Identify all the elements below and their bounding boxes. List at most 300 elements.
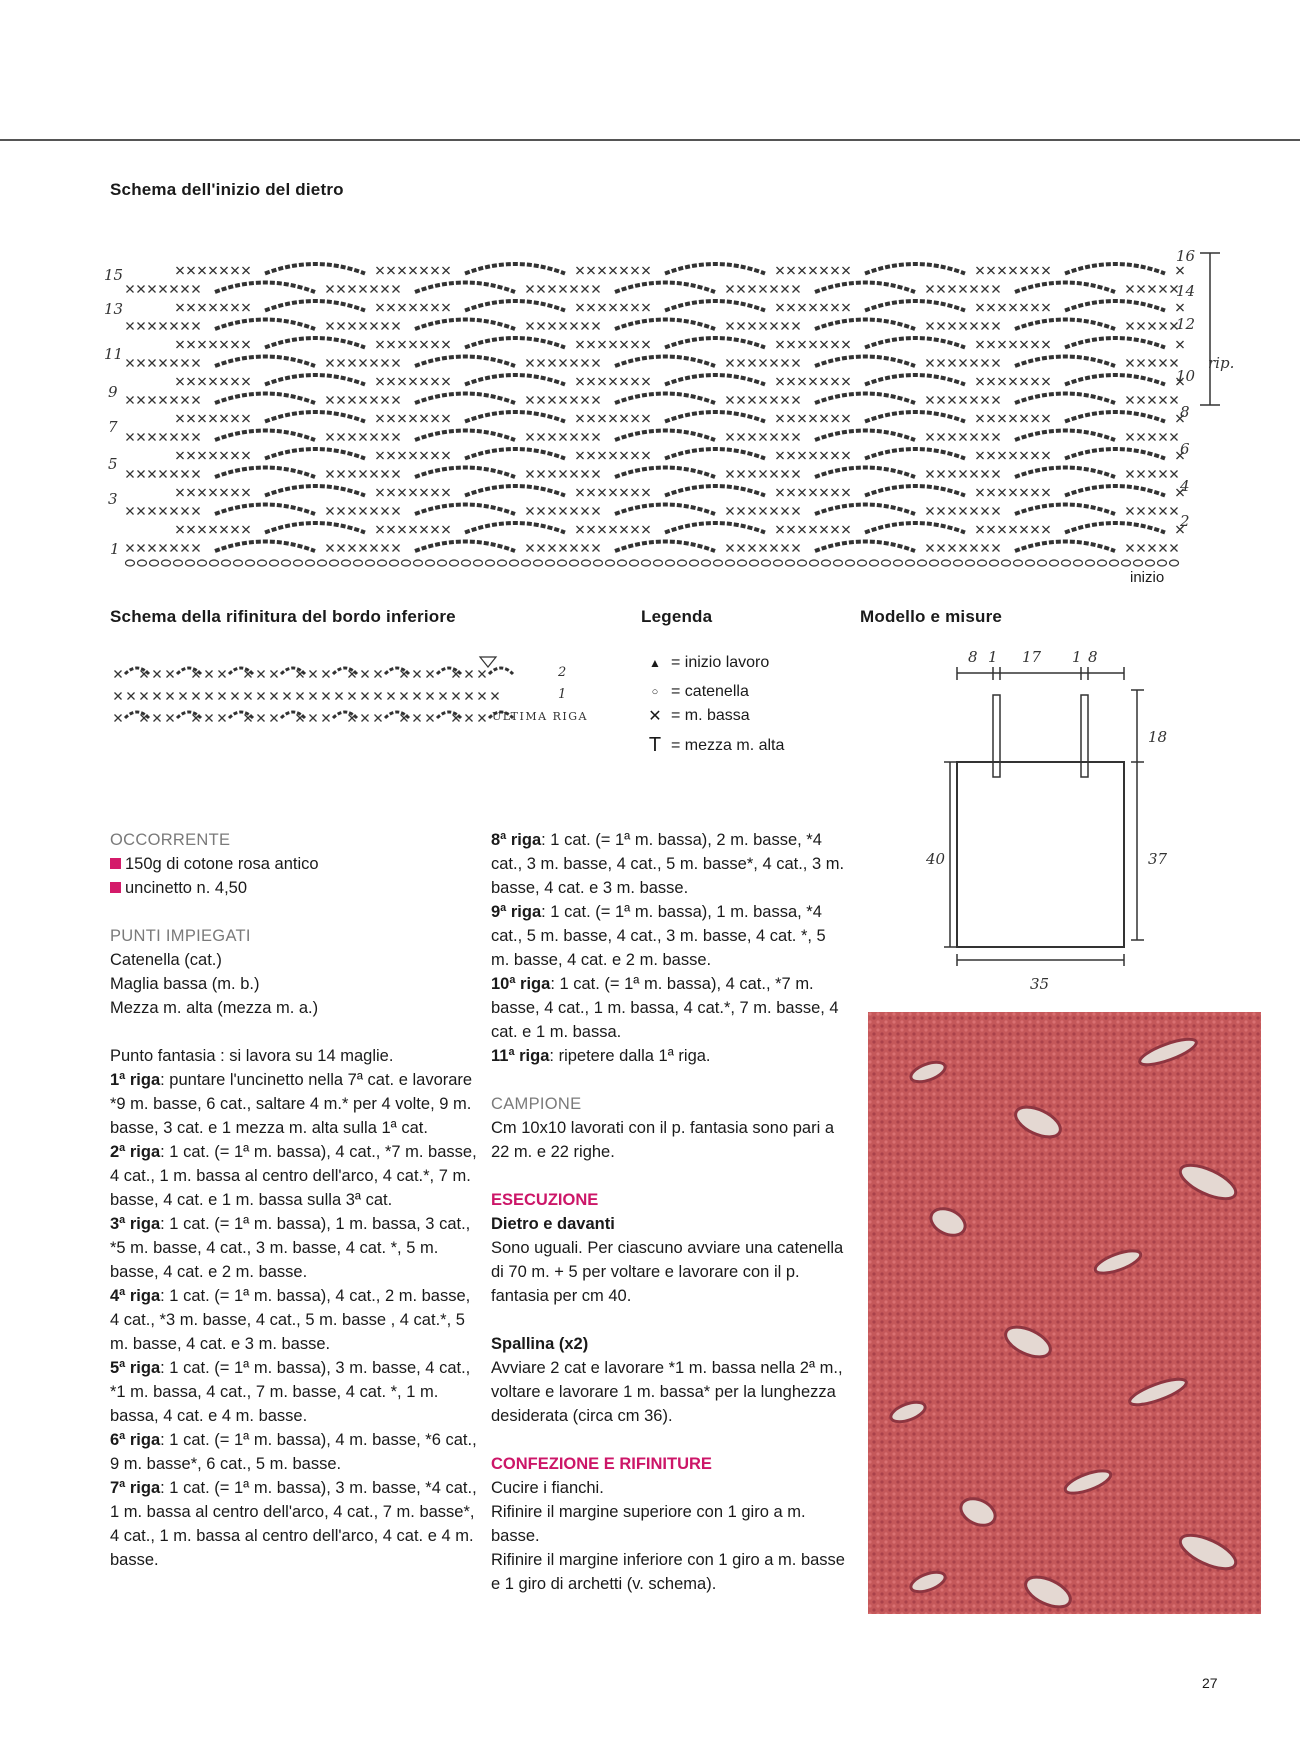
single-crochet-mark <box>232 304 239 311</box>
single-crochet-mark <box>1127 508 1134 515</box>
single-crochet-mark <box>1032 452 1039 459</box>
edge-stitch <box>271 693 278 700</box>
single-crochet-mark <box>593 286 600 293</box>
single-crochet-mark <box>760 286 767 293</box>
single-crochet-mark <box>632 452 639 459</box>
single-crochet-mark <box>188 304 195 311</box>
single-crochet-mark <box>1149 286 1156 293</box>
chain-stitch <box>438 560 447 566</box>
stitch-item: Catenella (cat.) <box>110 951 222 969</box>
single-crochet-mark <box>549 323 556 330</box>
chain-stitch <box>870 560 879 566</box>
chain-stitch <box>390 560 399 566</box>
chain-stitch <box>906 560 915 566</box>
row-instruction <box>110 1212 480 1284</box>
chain-arc <box>465 264 565 274</box>
single-crochet-mark <box>199 378 206 385</box>
chain-stitch <box>1098 560 1107 566</box>
single-crochet-mark <box>799 489 806 496</box>
start-label: inizio <box>1130 569 1165 586</box>
single-crochet-mark <box>777 526 784 533</box>
single-crochet-mark <box>210 452 217 459</box>
single-crochet-mark <box>410 341 417 348</box>
chain-arc <box>215 542 315 552</box>
single-crochet-mark <box>210 415 217 422</box>
edge-stitch <box>466 715 473 722</box>
single-crochet-mark <box>821 341 828 348</box>
single-crochet-mark <box>432 304 439 311</box>
single-crochet-mark <box>793 286 800 293</box>
single-crochet-mark <box>793 360 800 367</box>
chain-arc <box>465 449 565 459</box>
chain-arc <box>1065 523 1165 533</box>
single-crochet-mark <box>1032 341 1039 348</box>
chain-stitch <box>594 560 603 566</box>
edge-stitch <box>336 693 343 700</box>
single-crochet-mark <box>982 508 989 515</box>
single-crochet-mark <box>177 526 184 533</box>
single-crochet-mark <box>999 378 1006 385</box>
single-crochet-mark <box>338 397 345 404</box>
edge-stitch <box>219 693 226 700</box>
single-crochet-mark <box>127 508 134 515</box>
single-crochet-mark <box>599 489 606 496</box>
single-crochet-mark <box>349 434 356 441</box>
single-crochet-mark <box>793 323 800 330</box>
single-crochet-mark <box>432 415 439 422</box>
single-crochet-mark <box>771 286 778 293</box>
chain-stitch <box>450 560 459 566</box>
single-crochet-mark <box>927 508 934 515</box>
single-crochet-mark <box>782 360 789 367</box>
single-crochet-mark <box>127 397 134 404</box>
chain-stitch <box>882 560 891 566</box>
single-crochet-mark <box>760 545 767 552</box>
bullet-icon <box>110 882 121 893</box>
single-crochet-mark <box>993 323 1000 330</box>
single-crochet-mark <box>160 508 167 515</box>
row-label: 11 <box>104 345 124 363</box>
chain-arc <box>215 431 315 441</box>
chain-stitch <box>378 560 387 566</box>
single-crochet-mark <box>1043 526 1050 533</box>
single-crochet-mark <box>160 360 167 367</box>
edge-stitch <box>453 693 460 700</box>
chain-arc <box>415 505 515 515</box>
start-marker <box>480 657 496 667</box>
single-crochet-mark <box>410 489 417 496</box>
single-crochet-mark <box>193 545 200 552</box>
single-crochet-mark <box>160 434 167 441</box>
stitch-item: Maglia bassa (m. b.) <box>110 975 260 993</box>
single-crochet-mark <box>971 397 978 404</box>
single-crochet-mark <box>588 452 595 459</box>
single-crochet-mark <box>538 397 545 404</box>
single-crochet-mark <box>1149 323 1156 330</box>
single-crochet-mark <box>1177 267 1184 274</box>
single-crochet-mark <box>927 545 934 552</box>
single-crochet-mark <box>199 304 206 311</box>
chain-arc <box>615 320 715 330</box>
single-crochet-mark <box>782 286 789 293</box>
chain-stitch <box>174 560 183 566</box>
chain-arc <box>615 394 715 404</box>
single-crochet-mark <box>577 452 584 459</box>
chain-stitch <box>366 560 375 566</box>
single-crochet-mark <box>938 508 945 515</box>
chain-arc <box>415 542 515 552</box>
campione-heading: CAMPIONE <box>491 1095 582 1113</box>
single-crochet-mark <box>1021 341 1028 348</box>
edge-stitch <box>466 671 473 678</box>
row-label: 7ª riga <box>110 1479 161 1497</box>
chain-arc <box>665 264 765 274</box>
single-crochet-mark <box>360 286 367 293</box>
single-crochet-mark <box>388 415 395 422</box>
chain-stitch <box>690 560 699 566</box>
edge-stitch <box>375 715 382 722</box>
row-label: 5 <box>108 455 118 473</box>
single-crochet-mark <box>138 286 145 293</box>
single-crochet-mark <box>982 286 989 293</box>
edge-stitch <box>362 715 369 722</box>
row-label: 9 <box>108 383 118 401</box>
single-crochet-mark <box>1149 471 1156 478</box>
single-crochet-mark <box>210 489 217 496</box>
model-drawing <box>900 640 1160 1000</box>
chain-stitch <box>702 560 711 566</box>
single-crochet-mark <box>738 471 745 478</box>
chain-arc <box>1015 394 1115 404</box>
width-label: 35 <box>1030 975 1050 993</box>
single-crochet-mark <box>432 267 439 274</box>
occorrente-heading: OCCORRENTE <box>110 831 231 849</box>
single-crochet-mark <box>393 323 400 330</box>
single-crochet-mark <box>777 304 784 311</box>
single-crochet-mark <box>421 267 428 274</box>
row-label: 13 <box>104 300 124 318</box>
edge-stitch <box>115 715 122 722</box>
single-crochet-mark <box>393 508 400 515</box>
single-crochet-mark <box>982 360 989 367</box>
chain-stitch <box>954 560 963 566</box>
single-crochet-mark <box>360 323 367 330</box>
material-item <box>110 852 480 876</box>
single-crochet-mark <box>1149 545 1156 552</box>
single-crochet-mark <box>388 526 395 533</box>
single-crochet-mark <box>982 434 989 441</box>
single-crochet-mark <box>149 397 156 404</box>
chain-stitch <box>810 560 819 566</box>
single-crochet-mark <box>643 378 650 385</box>
single-crochet-mark <box>571 286 578 293</box>
single-crochet-mark <box>832 452 839 459</box>
single-crochet-mark <box>1021 304 1028 311</box>
single-crochet-mark <box>832 304 839 311</box>
single-crochet-mark <box>177 378 184 385</box>
half-double-icon: T <box>648 734 662 756</box>
single-crochet-mark <box>393 397 400 404</box>
single-crochet-mark <box>1043 304 1050 311</box>
single-crochet-mark <box>782 545 789 552</box>
chain-stitch <box>510 560 519 566</box>
single-crochet-mark <box>1177 304 1184 311</box>
dim-label: 17 <box>1022 648 1042 666</box>
top-rule <box>0 139 1300 141</box>
single-crochet-mark <box>538 286 545 293</box>
chain-stitch <box>798 560 807 566</box>
chain-arc <box>1065 264 1165 274</box>
single-crochet-mark <box>371 360 378 367</box>
single-crochet-mark <box>582 286 589 293</box>
single-crochet-mark <box>982 397 989 404</box>
single-crochet-mark <box>1160 471 1167 478</box>
single-crochet-mark <box>149 471 156 478</box>
single-crochet-mark <box>1032 489 1039 496</box>
chain-arc <box>265 264 365 274</box>
single-crochet-mark <box>371 286 378 293</box>
single-crochet-mark <box>777 341 784 348</box>
edge-stitch <box>375 671 382 678</box>
single-crochet-mark <box>377 304 384 311</box>
row-label: 11ª riga <box>491 1047 550 1065</box>
single-crochet-mark <box>171 286 178 293</box>
single-crochet-mark <box>360 471 367 478</box>
edge-stitch <box>310 671 317 678</box>
single-crochet-mark <box>832 489 839 496</box>
edge-stitch <box>323 671 330 678</box>
single-crochet-mark <box>977 304 984 311</box>
edge-stitch <box>284 693 291 700</box>
row-label: 14 <box>1176 282 1196 300</box>
single-crochet-mark <box>149 434 156 441</box>
single-crochet-mark <box>538 360 545 367</box>
single-crochet-mark <box>588 415 595 422</box>
single-crochet-mark <box>821 415 828 422</box>
single-crochet-mark <box>160 286 167 293</box>
single-crochet-mark <box>349 397 356 404</box>
single-crochet-mark <box>749 286 756 293</box>
edge-stitch <box>375 693 382 700</box>
edge-stitch <box>414 671 421 678</box>
edge-stitch <box>180 693 187 700</box>
chain-arc <box>465 301 565 311</box>
chain-arc <box>1065 412 1165 422</box>
edge-stitch <box>154 715 161 722</box>
chain-stitch <box>1002 560 1011 566</box>
single-crochet-mark <box>382 286 389 293</box>
single-crochet-mark <box>421 341 428 348</box>
single-crochet-mark <box>527 286 534 293</box>
single-crochet-mark <box>199 415 206 422</box>
single-crochet-mark <box>1160 286 1167 293</box>
chain-stitch <box>222 560 231 566</box>
chain-stitch <box>546 560 555 566</box>
single-crochet-mark <box>760 471 767 478</box>
single-crochet-mark <box>988 452 995 459</box>
single-crochet-mark <box>199 526 206 533</box>
chain-arc <box>615 505 715 515</box>
single-crochet-mark <box>421 489 428 496</box>
single-crochet-mark <box>621 526 628 533</box>
single-crochet-mark <box>999 267 1006 274</box>
single-crochet-mark <box>1138 508 1145 515</box>
row-instruction <box>110 1068 480 1140</box>
single-crochet-mark <box>1010 526 1017 533</box>
edge-stitch <box>323 693 330 700</box>
back-chart-title: Schema dell'inizio del dietro <box>110 180 344 199</box>
single-crochet-mark <box>632 489 639 496</box>
edge-stitch <box>466 693 473 700</box>
chain-arc <box>665 412 765 422</box>
single-crochet-mark <box>393 471 400 478</box>
single-crochet-mark <box>749 323 756 330</box>
single-crochet-mark <box>949 471 956 478</box>
single-crochet-mark <box>621 267 628 274</box>
chain-arc <box>665 449 765 459</box>
single-crochet-mark <box>327 397 334 404</box>
single-crochet-mark <box>571 360 578 367</box>
single-crochet-mark <box>538 323 545 330</box>
single-crochet-mark <box>177 452 184 459</box>
chain-arc <box>615 357 715 367</box>
single-crochet-mark <box>977 378 984 385</box>
single-crochet-mark <box>182 360 189 367</box>
single-crochet-mark <box>549 508 556 515</box>
single-crochet-mark <box>643 267 650 274</box>
row-label: 15 <box>104 266 124 284</box>
chain-arc <box>265 375 365 385</box>
single-crochet-mark <box>410 526 417 533</box>
model-diagram <box>900 640 1160 1000</box>
single-crochet-mark <box>138 323 145 330</box>
edge-stitch <box>427 671 434 678</box>
single-crochet-mark <box>610 267 617 274</box>
single-crochet-mark <box>643 341 650 348</box>
single-crochet-mark <box>960 434 967 441</box>
single-crochet-mark <box>999 304 1006 311</box>
chain-stitch <box>858 560 867 566</box>
chain-arc <box>215 283 315 293</box>
single-crochet-mark <box>582 471 589 478</box>
single-crochet-mark <box>782 471 789 478</box>
chain-arc <box>1015 357 1115 367</box>
single-crochet-mark <box>938 323 945 330</box>
single-crochet-mark <box>538 545 545 552</box>
chain-arc <box>865 412 965 422</box>
chain-stitch <box>318 560 327 566</box>
single-crochet-mark <box>582 397 589 404</box>
single-crochet-mark <box>988 489 995 496</box>
single-crochet-mark <box>232 267 239 274</box>
single-crochet-mark <box>188 526 195 533</box>
single-crochet-mark <box>243 267 250 274</box>
dim-label: 1 <box>1072 648 1082 666</box>
chain-stitch <box>186 560 195 566</box>
single-crochet-mark <box>527 434 534 441</box>
single-crochet-mark <box>327 434 334 441</box>
single-crochet-mark <box>432 526 439 533</box>
single-crochet-mark <box>777 489 784 496</box>
single-crochet-mark <box>199 489 206 496</box>
single-crochet-mark <box>210 304 217 311</box>
edge-stitch <box>310 693 317 700</box>
chain-stitch <box>474 560 483 566</box>
chain-stitch <box>138 560 147 566</box>
single-crochet-mark <box>738 397 745 404</box>
single-crochet-mark <box>599 526 606 533</box>
single-crochet-mark <box>399 304 406 311</box>
single-crochet-mark <box>1127 434 1134 441</box>
single-crochet-mark <box>1160 508 1167 515</box>
legend-label: = m. bassa <box>671 707 750 724</box>
single-crochet-mark <box>727 471 734 478</box>
single-crochet-mark <box>810 489 817 496</box>
single-crochet-mark <box>949 323 956 330</box>
chain-arc <box>1015 283 1115 293</box>
edge-stitch <box>414 693 421 700</box>
single-crochet-mark <box>843 452 850 459</box>
single-crochet-mark <box>588 304 595 311</box>
edge-stitch <box>154 693 161 700</box>
single-crochet-mark <box>738 508 745 515</box>
single-crochet-mark <box>593 360 600 367</box>
edge-stitch <box>258 693 265 700</box>
row-text: : 1 cat. (= 1ª m. bassa), 3 m. basse, 4 cat., *1 m. bassa, 4 cat., 7 m. basse, 4 cat. *, 1 m. bassa, 4 cat. e 4 m. basse. <box>110 1359 471 1425</box>
single-crochet-mark <box>599 341 606 348</box>
row-label: 2ª riga <box>110 1143 161 1161</box>
chain-arc <box>1015 431 1115 441</box>
chain-stitch <box>762 560 771 566</box>
edge-stitch <box>206 671 213 678</box>
single-crochet-mark <box>527 508 534 515</box>
edge-stitch <box>258 715 265 722</box>
single-crochet-mark <box>382 323 389 330</box>
chain-stitch <box>282 560 291 566</box>
single-crochet-mark <box>338 434 345 441</box>
single-crochet-mark <box>538 434 545 441</box>
chain-arc <box>465 412 565 422</box>
single-crochet-mark <box>199 452 206 459</box>
chain-stitch <box>654 560 663 566</box>
single-crochet-mark <box>538 471 545 478</box>
single-crochet-mark <box>593 323 600 330</box>
single-crochet-mark <box>593 545 600 552</box>
single-crochet-mark <box>193 286 200 293</box>
chain-stitch <box>270 560 279 566</box>
chain-arc <box>665 523 765 533</box>
single-crochet-mark <box>1043 341 1050 348</box>
single-crochet-mark <box>777 267 784 274</box>
edge-stitch <box>232 693 239 700</box>
single-crochet-mark <box>588 489 595 496</box>
single-crochet-mark <box>1149 434 1156 441</box>
single-crochet-mark <box>127 434 134 441</box>
chain-stitch <box>666 560 675 566</box>
single-crochet-mark <box>632 526 639 533</box>
single-crochet-mark <box>782 397 789 404</box>
single-crochet-mark <box>432 489 439 496</box>
single-crochet-mark <box>349 360 356 367</box>
edge-chart <box>108 652 608 737</box>
single-crochet-mark <box>1010 378 1017 385</box>
single-crochet-mark <box>149 286 156 293</box>
chain-stitch <box>1134 560 1143 566</box>
single-crochet-mark <box>138 434 145 441</box>
single-crochet-mark <box>393 286 400 293</box>
single-crochet-mark <box>760 508 767 515</box>
edge-stitch <box>206 693 213 700</box>
